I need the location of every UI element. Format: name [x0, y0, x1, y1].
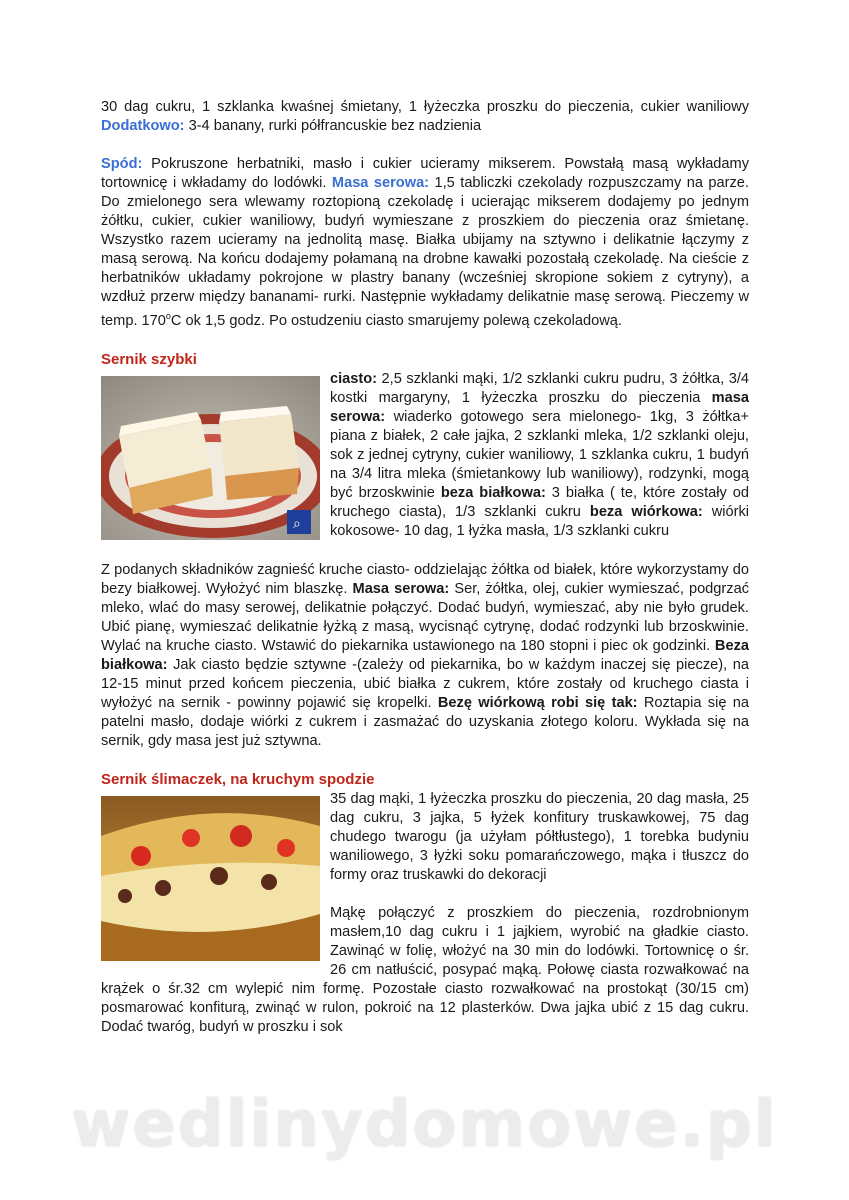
spod-text-2: 1,5 tabliczki czekolady rozpuszczamy na parze. Do zmielonego sera wlewamy roztopioną czekoladę i ucierając mikserem dodajemy po jednym żółtku, cukier, cukier waniliowy, budyń wymieszane z proszkiem do pieczenia oraz śmietanę. Wszystko razem ucieramy na jednolitą masę. Białka ubijamy na sztywno i delikatnie łączymy z masą serową. Na końcu dodajemy połamaną na drobne kawałki pozostałą czekoladę. Na cieście z herbatników układamy pokrojone w plastry banany (wcześniej skropione sokiem z cytryny), a wzdłuż przerw między bananami- rurki. Następnie wykładamy delikatnie masę serową. Pieczemy w temp. 170 [101, 175, 749, 329]
ciasto-label: ciasto: [330, 370, 378, 387]
method-text-2: Ser, żółtka, olej, cukier wymieszać, podgrzać mleko, wlać do masy serowej, delikatnie połączyć. Dodać budyń, wymieszać, aby nie było grudek. Ubić pianę, wymieszać delikatnie łyżką z masą, wycisnąć cytrynę, dodać rodzynki lub brzoskwinie. Wylać na kruche ciasto. Wstawić do piekarnika ustawionego na 180 stopni i piec ok godzinki. [101, 580, 749, 654]
ciasto-text: 2,5 szklanki mąki, 1/2 szklanki cukru pudru, 3 żółtka, 3/4 kostki margaryny, 1 łyżeczka proszku do pieczenia [330, 370, 749, 406]
method-masa-label: Masa serowa: [352, 580, 450, 597]
spod-paragraph [101, 155, 749, 331]
cheesecake-photo [101, 376, 320, 540]
dodatkowo-label: Dodatkowo: [101, 118, 185, 134]
intro-text-2: 3-4 banany, rurki półfrancuskie bez nadzienia [184, 118, 482, 134]
method-beza-label: Beza białkowa: [101, 637, 749, 673]
section-title-sernik-szybki: Sernik szybki [101, 350, 197, 368]
beza-bialkowa-text: 3 białka ( te, które zostały od kruchego ciasta), 1/3 szklanki cukru [330, 484, 750, 520]
intro-paragraph [101, 98, 749, 136]
slimaczek-photo [101, 796, 320, 961]
sernik-slimaczek-method: Mąkę połączyć z proszkiem do pieczenia, rozdrobnionym masłem,10 dag cukru i 1 jajkiem, wyrobić na gładkie ciasto. Zawinąć w folię, włożyć na 30 min do lodówki. Tortownicę o śr. 26 cm natłuścić, posypać mąką. Połowę ciasta rozwałkować na krążek o śr.32 cm wylepić nim formę. Pozostałe ciasto rozwałkować na prostokąt (30/15 cm) posmarować konfiturą, zwinąć w rulon, pokroić na 12 plasterków. Dwa jajka ubić z 15 dag cukru. Dodać twaróg, budyń w proszku i sok [101, 904, 749, 1035]
method-text-4: Roztapia się na patelni masło, dodaje wiórki z cukrem i zasmażać do uzyskania złotego koloru. Wykłada się na sernik, gdy masa jest już sztywna. [101, 694, 749, 749]
beza-bialkowa-label: beza białkowa: [440, 484, 546, 501]
method-bezaw-label: Bezę wiórkową robi się tak: [437, 694, 638, 711]
intro-text-1: 30 dag cukru, 1 szklanka kwaśnej śmietany, 1 łyżeczka proszku do pieczenia, cukier waniliowy [101, 99, 749, 115]
spod-text-3: C ok 1,5 godz. Po ostudzeniu ciasto smarujemy polewą czekoladową. [170, 312, 622, 329]
method-text-3: Jak ciasto będzie sztywne -(zależy od piekarnika, bo w każdym inaczej się piecze), na 12-15 minut przed końcem pieczenia, ubić białka z cukrem, które zostały od kruchego ciasta i wyłożyć na sernik - powinny pojawić się kropelki. [101, 656, 749, 711]
section-title-sernik-slimaczek: Sernik ślimaczek, na kruchym spodzie [101, 770, 375, 788]
sernik-szybki-ingredients-block [101, 370, 749, 542]
degree-mark: o [165, 311, 171, 321]
masa-text: wiaderko gotowego sera mielonego- 1kg, 3 żółtka+ piana z białek, 2 całe jajka, 2 szklanki mleka, 1/2 szklanki oleju, sok z jednej cytryny, cukier waniliowy, 1 szklanka cukru, 1 budyń na 3/4 litra mleka (śmietankowy lub waniliowy), rodzynki, mogą być brzoskwinie [330, 408, 749, 501]
sernik-szybki-method [101, 561, 749, 751]
masa-serowa-label: Masa serowa: [331, 175, 430, 191]
beza-wiorkowa-label: beza wiórkowa: [589, 503, 703, 520]
beza-wiorkowa-text: wiórki kokosowe- 10 dag, 1 łyżka masła, 1/3 szklanki cukru [330, 503, 749, 539]
spod-text-1: Pokruszone herbatniki, masło i cukier ucieramy mikserem. Powstałą masą wykładamy tortownicę i wkładamy do lodówki. [101, 156, 749, 191]
sernik-slimaczek-ingredients: 35 dag mąki, 1 łyżeczka proszku do pieczenia, 20 dag masła, 25 dag cukru, 3 jajka, 5 łyżek konfitury truskawkowej, 75 dag chudego twarogu (ja użyłam półtłustego), 1 torebka budyniu waniliowego, 3 łyżki soku pomarańczowego, mąka i tłuszcz do formy oraz truskawki do dekoracji [330, 790, 749, 883]
sernik-slimaczek-block [101, 790, 749, 1037]
svg-text:⌕: ⌕ [293, 515, 301, 532]
document-page [101, 98, 749, 1037]
method-text-1: Z podanych składników zagnieść kruche ciasto- oddzielając żółtka od białek, które wykorzystamy do bezy białkowej. Wyłożyć nim blaszkę. [101, 561, 749, 597]
masa-serowa-label-2: masa serowa: [330, 389, 749, 425]
spod-label: Spód: [101, 156, 143, 172]
watermark: wedlinydomowe.pl [71, 1088, 778, 1162]
